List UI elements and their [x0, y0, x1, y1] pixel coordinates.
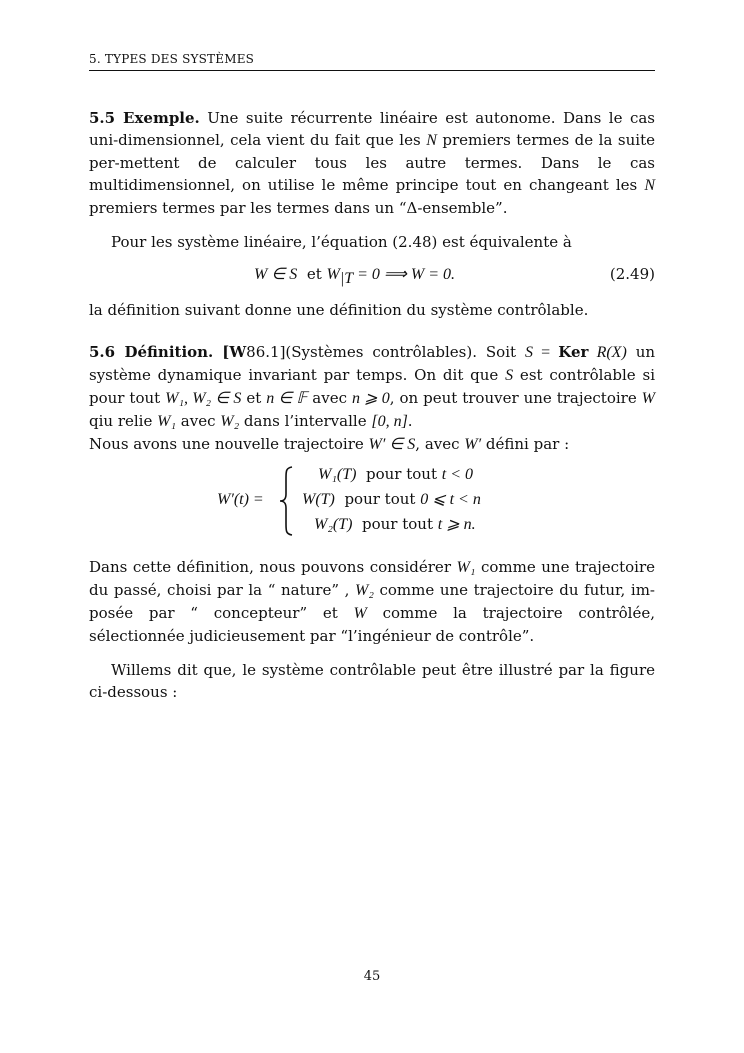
willems-paragraph: Willems dit que, le système contrôlable peut être illustré par la figure ci-dessous : [89, 661, 655, 701]
equation-number: (2.49) [609, 265, 655, 283]
equation-2-49: W ∈ S et $W_{|T} = 0$ ⟹ W = 0. (2.49) [254, 265, 655, 287]
piecewise-definition [89, 462, 655, 542]
after-equation-text: la définition suivant donne une définition du système contrôlable. [89, 301, 589, 319]
case-row-1: W₁(T) pour tout t < 0 [318, 465, 474, 483]
case-row-2: W(T) pour tout 0 ⩽ t < n [302, 490, 481, 508]
page-number: 45 [363, 969, 381, 984]
left-brace-icon [279, 466, 295, 536]
running-title: 5. TYPES DES SYSTÈMES [89, 52, 255, 66]
equation-intro: Pour les système linéaire, l’équation (2.48) est équivalente à [111, 233, 572, 251]
definition-label: 5.6 Définition. [89, 343, 214, 361]
example-label: 5.5 Exemple. [89, 109, 200, 127]
cases-lhs: W′(t) = [217, 491, 264, 508]
case-row-3: W₂(T) pour tout t ⩾ n. [314, 515, 476, 533]
example-paragraph: 5.5 Exemple. Une suite récurrente linéaire est autonome. Dans le cas uni-dimensionnel, cela vient du fait que les N premiers termes de la suite per-mettent de calculer tous les autre termes. Dans le cas multidimensionnel, on utilise le même principe tout en changeant les N premiers termes par les termes dans un “Δ-ensemble”. [89, 109, 655, 217]
definition-paragraph: 5.6 Définition. [W86.1](Systèmes contrôlables). Soit S = Ker R(X) un système dynamique invariant par temps. On dit que S est contrôlable si pour tout W₁, W₂ ∈ S et n ∈ 𝔽 avec n ⩾ 0, on peut trouver une trajectoire W qiu relie W₁ avec W₂ dans l’intervalle [0, n]. Nous avons une nouvelle trajectoire W′ ∈ S, avec W′ défini par : [89, 343, 656, 453]
running-header [89, 52, 655, 71]
page-body [89, 107, 655, 703]
definition-explanation: Dans cette définition, nous pouvons considérer W₁ comme une trajectoire du passé, choisi par la “ nature” , W₂ comme une trajectoire du futur, im-posée par “ concepteur” et W comme la trajectoire contrôlée, sélectionnée judicieusement par “l’ingénieur de contrôle”. [89, 558, 655, 645]
